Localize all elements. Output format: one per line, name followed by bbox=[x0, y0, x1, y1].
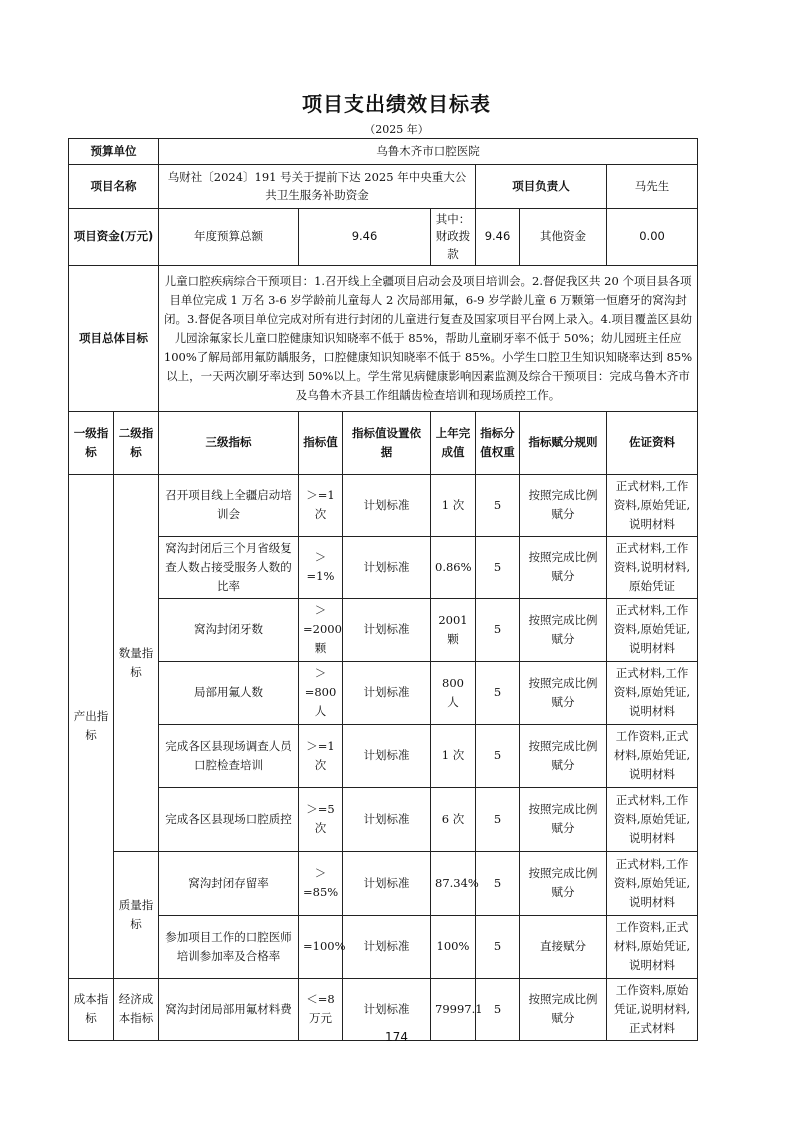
project-leader-value: 马先生 bbox=[607, 165, 698, 209]
indicator-name: 窝沟封闭牙数 bbox=[159, 598, 299, 661]
project-name-row bbox=[69, 165, 698, 209]
header-basis: 指标值设置依据 bbox=[343, 411, 431, 474]
header-value: 指标值 bbox=[299, 411, 343, 474]
header-level2: 二级指标 bbox=[114, 411, 159, 474]
other-funds-value: 0.00 bbox=[639, 229, 665, 244]
indicator-name: 窝沟封闭存留率 bbox=[159, 851, 299, 915]
indicator-last: 6 次 bbox=[431, 787, 476, 851]
budget-unit-label: 预算单位 bbox=[69, 139, 159, 165]
indicator-evidence: 正式材料,工作资料,说明材料,原始凭证 bbox=[607, 536, 698, 598]
project-leader-label: 项目负责人 bbox=[476, 165, 607, 209]
indicator-evidence: 正式材料,工作资料,原始凭证,说明材料 bbox=[607, 787, 698, 851]
indicator-name: 局部用氟人数 bbox=[159, 661, 299, 724]
annual-budget-label: 年度预算总额 bbox=[159, 209, 299, 266]
indicator-name: 完成各区县现场调查人员口腔检查培训 bbox=[159, 724, 299, 787]
page-number: 174 bbox=[385, 1030, 408, 1044]
funds-label: 项目资金(万元) bbox=[69, 209, 159, 266]
indicator-value: ＞=85% bbox=[299, 851, 343, 915]
indicator-value: ＞=1次 bbox=[299, 724, 343, 787]
indicator-basis: 计划标准 bbox=[343, 787, 431, 851]
indicator-rule: 直接赋分 bbox=[520, 915, 607, 978]
table-row bbox=[69, 536, 698, 598]
overall-goal-label: 项目总体目标 bbox=[69, 265, 159, 411]
indicator-weight: 5 bbox=[476, 474, 520, 536]
indicator-rule: 按照完成比例赋分 bbox=[520, 474, 607, 536]
header-level1: 一级指标 bbox=[69, 411, 114, 474]
indicator-rule: 按照完成比例赋分 bbox=[520, 851, 607, 915]
year-label: （2025 年） bbox=[364, 123, 429, 136]
indicator-last: 1 次 bbox=[431, 724, 476, 787]
group-quality: 质量指标 bbox=[114, 851, 159, 978]
indicator-value: ＞=800人 bbox=[299, 661, 343, 724]
header-evidence: 佐证资料 bbox=[607, 411, 698, 474]
indicator-header-row bbox=[69, 411, 698, 474]
indicator-value: ＞=1次 bbox=[299, 474, 343, 536]
indicator-rule: 按照完成比例赋分 bbox=[520, 978, 607, 1040]
indicator-evidence: 正式材料,工作资料,原始凭证,说明材料 bbox=[607, 851, 698, 915]
fiscal-label: 其中：财政拨款 bbox=[431, 209, 476, 266]
budget-unit-value: 乌鲁木齐市口腔医院 bbox=[159, 139, 698, 165]
indicator-evidence: 工作资料,正式材料,原始凭证,说明材料 bbox=[607, 724, 698, 787]
indicator-evidence: 工作资料,原始凭证,说明材料,正式材料 bbox=[607, 978, 698, 1040]
table-row bbox=[69, 787, 698, 851]
indicator-weight: 5 bbox=[476, 787, 520, 851]
indicator-basis: 计划标准 bbox=[343, 474, 431, 536]
indicator-weight: 5 bbox=[476, 851, 520, 915]
table-row bbox=[69, 851, 698, 915]
indicator-evidence: 正式材料,工作资料,原始凭证,说明材料 bbox=[607, 474, 698, 536]
indicator-basis: 计划标准 bbox=[343, 915, 431, 978]
indicator-weight: 5 bbox=[476, 661, 520, 724]
table-row bbox=[69, 474, 698, 536]
indicator-name: 窝沟封闭局部用氟材料费 bbox=[159, 978, 299, 1040]
table-row bbox=[69, 661, 698, 724]
group-quantity: 数量指标 bbox=[114, 474, 159, 851]
indicator-evidence: 正式材料,工作资料,原始凭证,说明材料 bbox=[607, 598, 698, 661]
indicator-name: 召开项目线上全疆启动培训会 bbox=[159, 474, 299, 536]
overall-goal-text: 儿童口腔疾病综合干预项目：1.召开线上全疆项目启动会及项目培训会。2.督促我区共 20 个项目县各项目单位完成 1 万名 3-6 岁学龄前儿童每人 2 次局部用氟，6-9 岁学龄儿童 6 万颗第一恒磨牙的窝沟封闭。3.督促各项目单位完成对所有进行封闭的儿童进行复查及国家项目平台网上录入。4.项目覆盖区县幼儿园涂氟家长儿童口腔健康知识知晓率不低于 85%，帮助儿童刷牙率不低于 50%；幼儿园班主任应 100%了解局部用氟防龋服务，口腔健康知识知晓率不低于 85%。小学生口腔卫生知识知晓率达到 85%以上，一天两次刷牙率达到 50%以上。学生常见病健康影响因素监测及综合干预项目：完成乌鲁木齐市及乌鲁木齐县工作组龋齿检查培训和现场质控工作。 bbox=[159, 265, 698, 411]
indicator-weight: 5 bbox=[476, 536, 520, 598]
indicator-basis: 计划标准 bbox=[343, 536, 431, 598]
indicator-name: 完成各区县现场口腔质控 bbox=[159, 787, 299, 851]
indicator-name: 参加项目工作的口腔医师培训参加率及合格率 bbox=[159, 915, 299, 978]
fiscal-value: 9.46 bbox=[476, 209, 520, 266]
header-weight: 指标分值权重 bbox=[476, 411, 520, 474]
group-output: 产出指标 bbox=[69, 474, 114, 978]
table-row bbox=[69, 724, 698, 787]
indicator-basis: 计划标准 bbox=[343, 851, 431, 915]
indicator-rule: 按照完成比例赋分 bbox=[520, 661, 607, 724]
annual-budget-value: 9.46 bbox=[299, 209, 431, 266]
indicator-value: =100% bbox=[299, 915, 343, 978]
indicator-basis: 计划标准 bbox=[343, 724, 431, 787]
budget-unit-row bbox=[69, 139, 698, 165]
indicator-rule: 按照完成比例赋分 bbox=[520, 787, 607, 851]
indicator-basis: 计划标准 bbox=[343, 598, 431, 661]
table-row bbox=[69, 598, 698, 661]
header-level3: 三级指标 bbox=[159, 411, 299, 474]
indicator-weight: 5 bbox=[476, 724, 520, 787]
overall-goal-row bbox=[69, 265, 698, 411]
group-economic: 经济成本指标 bbox=[114, 978, 159, 1040]
indicator-rule: 按照完成比例赋分 bbox=[520, 598, 607, 661]
indicator-rule: 按照完成比例赋分 bbox=[520, 724, 607, 787]
indicator-evidence: 正式材料,工作资料,原始凭证,说明材料 bbox=[607, 661, 698, 724]
indicator-last: 87.34% bbox=[431, 851, 476, 915]
indicator-value: ＞=2000颗 bbox=[299, 598, 343, 661]
other-funds-label: 其他资金 bbox=[520, 209, 607, 266]
project-name-label: 项目名称 bbox=[69, 165, 159, 209]
indicator-weight: 5 bbox=[476, 915, 520, 978]
group-cost: 成本指标 bbox=[69, 978, 114, 1040]
project-name-value: 乌财社〔2024〕191 号关于提前下达 2025 年中央重大公共卫生服务补助资金 bbox=[159, 165, 476, 209]
funds-row bbox=[69, 209, 698, 266]
indicator-last: 0.86% bbox=[431, 536, 476, 598]
indicator-evidence: 工作资料,正式材料,原始凭证,说明材料 bbox=[607, 915, 698, 978]
indicator-name: 窝沟封闭后三个月省级复查人数占接受服务人数的比率 bbox=[159, 536, 299, 598]
indicator-basis: 计划标准 bbox=[343, 661, 431, 724]
page-title: 项目支出绩效目标表 bbox=[302, 92, 491, 116]
indicator-last: 2001颗 bbox=[431, 598, 476, 661]
performance-table bbox=[68, 138, 698, 1041]
table-row bbox=[69, 915, 698, 978]
indicator-value: ＜=8万元 bbox=[299, 978, 343, 1040]
indicator-weight: 5 bbox=[476, 598, 520, 661]
indicator-last: 100% bbox=[431, 915, 476, 978]
indicator-basis: 计划标准 bbox=[343, 978, 431, 1040]
header-last-year: 上年完成值 bbox=[431, 411, 476, 474]
indicator-last: 79997.1 bbox=[431, 978, 476, 1040]
indicator-last: 1 次 bbox=[431, 474, 476, 536]
indicator-value: ＞=1% bbox=[299, 536, 343, 598]
indicator-value: ＞=5次 bbox=[299, 787, 343, 851]
indicator-weight: 5 bbox=[476, 978, 520, 1040]
indicator-last: 800 人 bbox=[431, 661, 476, 724]
header-rule: 指标赋分规则 bbox=[520, 411, 607, 474]
indicator-rule: 按照完成比例赋分 bbox=[520, 536, 607, 598]
other-funds bbox=[607, 209, 698, 266]
